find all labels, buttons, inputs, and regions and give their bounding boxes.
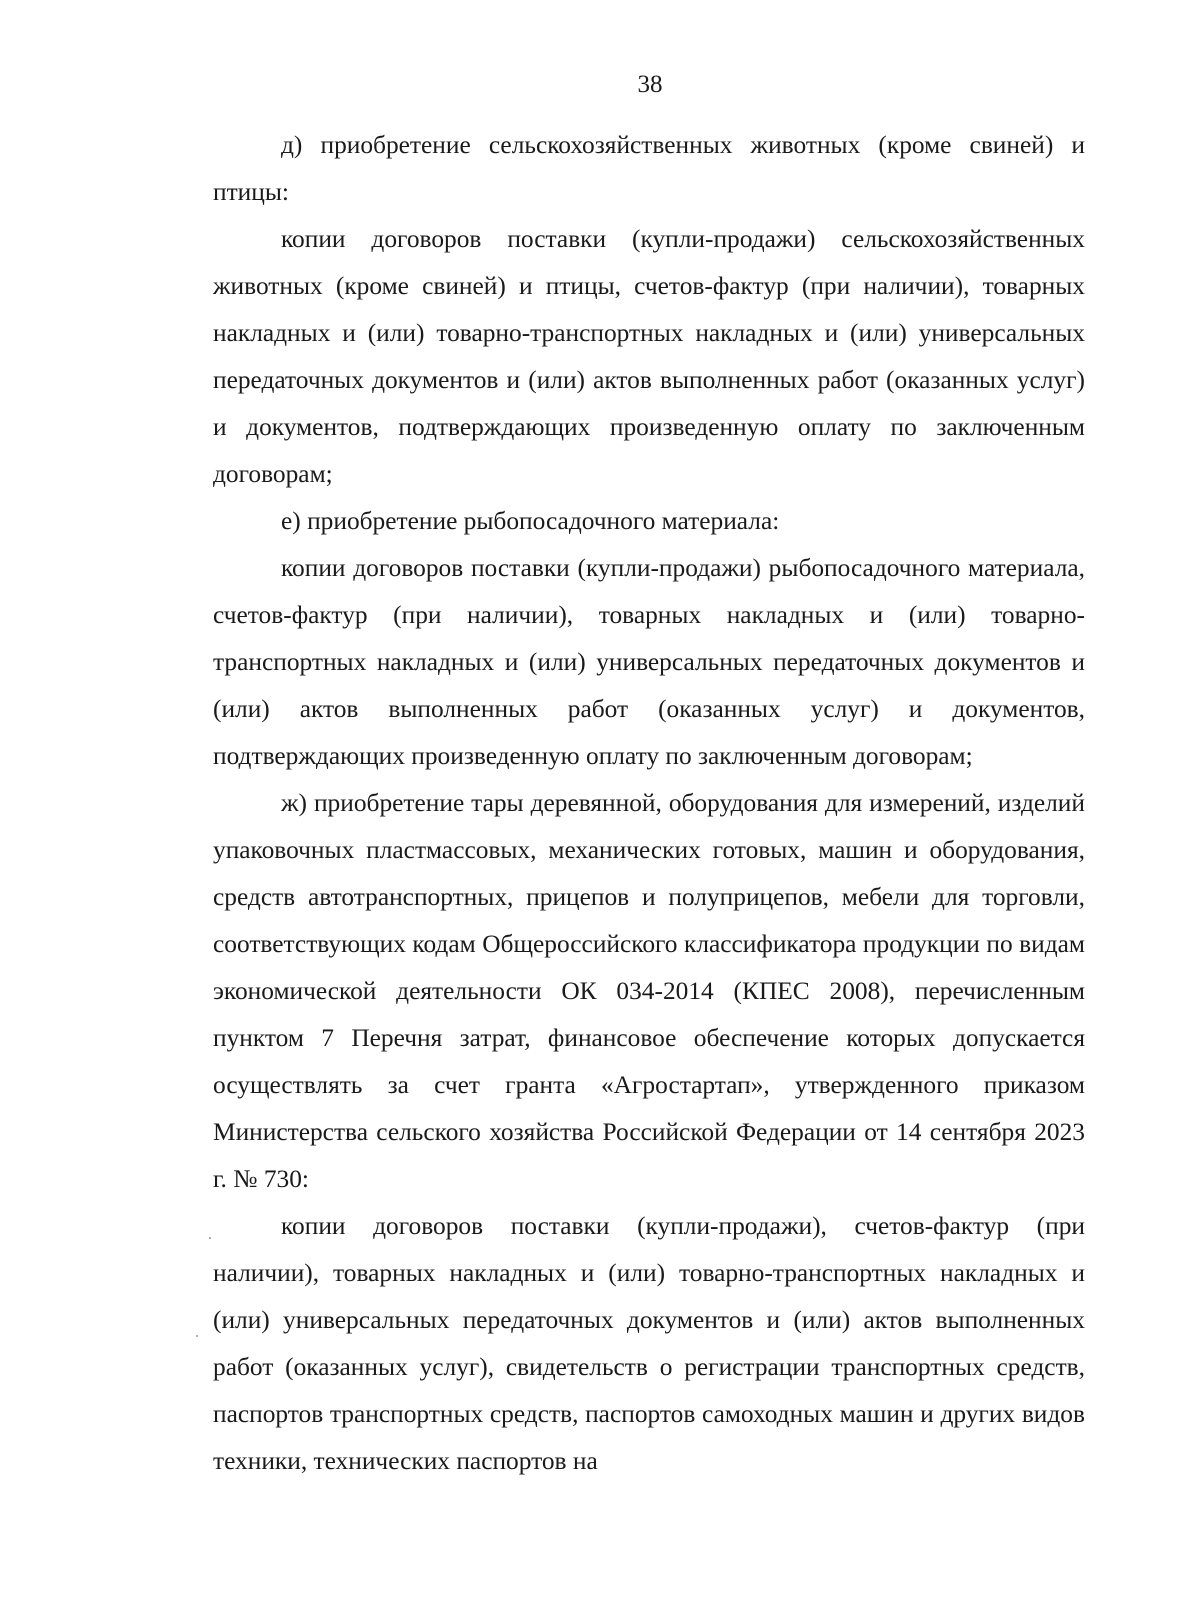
scan-speck <box>209 1237 211 1239</box>
paragraph-item-e-documents: копии договоров поставки (купли-продажи) рыбопосадочного материала, счетов-фактур (при наличии), товарных накладных и (или) товарно-транспортных накладных и (или) универсальных передаточных документов и (или) актов выполненных работ (оказанных услуг) и документов, подтверждающих произведенную оплату по заключенным договорам; <box>213 554 1085 770</box>
paragraph-item-e: е) приобретение рыбопосадочного материала: <box>281 507 780 535</box>
paragraph-item-d-documents: копии договоров поставки (купли-продажи) сельскохозяйственных животных (кроме свиней) и птицы, счетов-фактур (при наличии), товарных накладных и (или) товарно-транспортных накладных и (или) универсальных передаточных документов и (или) актов выполненных работ (оказанных услуг) и документов, подтверждающих произведенную оплату по заключенным договорам; <box>213 225 1085 488</box>
scan-speck <box>196 1335 198 1337</box>
page-number: 38 <box>637 71 663 98</box>
paragraph-item-zh-documents: копии договоров поставки (купли-продажи), счетов-фактур (при наличии), товарных накладных и (или) товарно-транспортных накладных и (или) универсальных передаточных документов и (или) актов выполненных работ (оказанных услуг), свидетельств о регистрации транспортных средств, паспортов транспортных средств, паспортов самоходных машин и других видов техники, технических паспортов на <box>213 1212 1085 1475</box>
paragraph-item-d: д) приобретение сельскохозяйственных животных (кроме свиней) и птицы: <box>213 131 1085 206</box>
document-body <box>213 122 1085 1485</box>
paragraph-item-zh: ж) приобретение тары деревянной, оборудования для измерений, изделий упаковочных пластмассовых, механических готовых, машин и оборудования, средств автотранспортных, прицепов и полуприцепов, мебели для торговли, соответствующих кодам Общероссийского классификатора продукции по видам экономической деятельности ОК 034-2014 (КПЕС 2008), перечисленным пунктом 7 Перечня затрат, финансовое обеспечение которых допускается осуществлять за счет гранта «Агростартап», утвержденного приказом Министерства сельского хозяйства Российской Федерации от 14 сентября 2023 г. № 730: <box>213 789 1085 1193</box>
